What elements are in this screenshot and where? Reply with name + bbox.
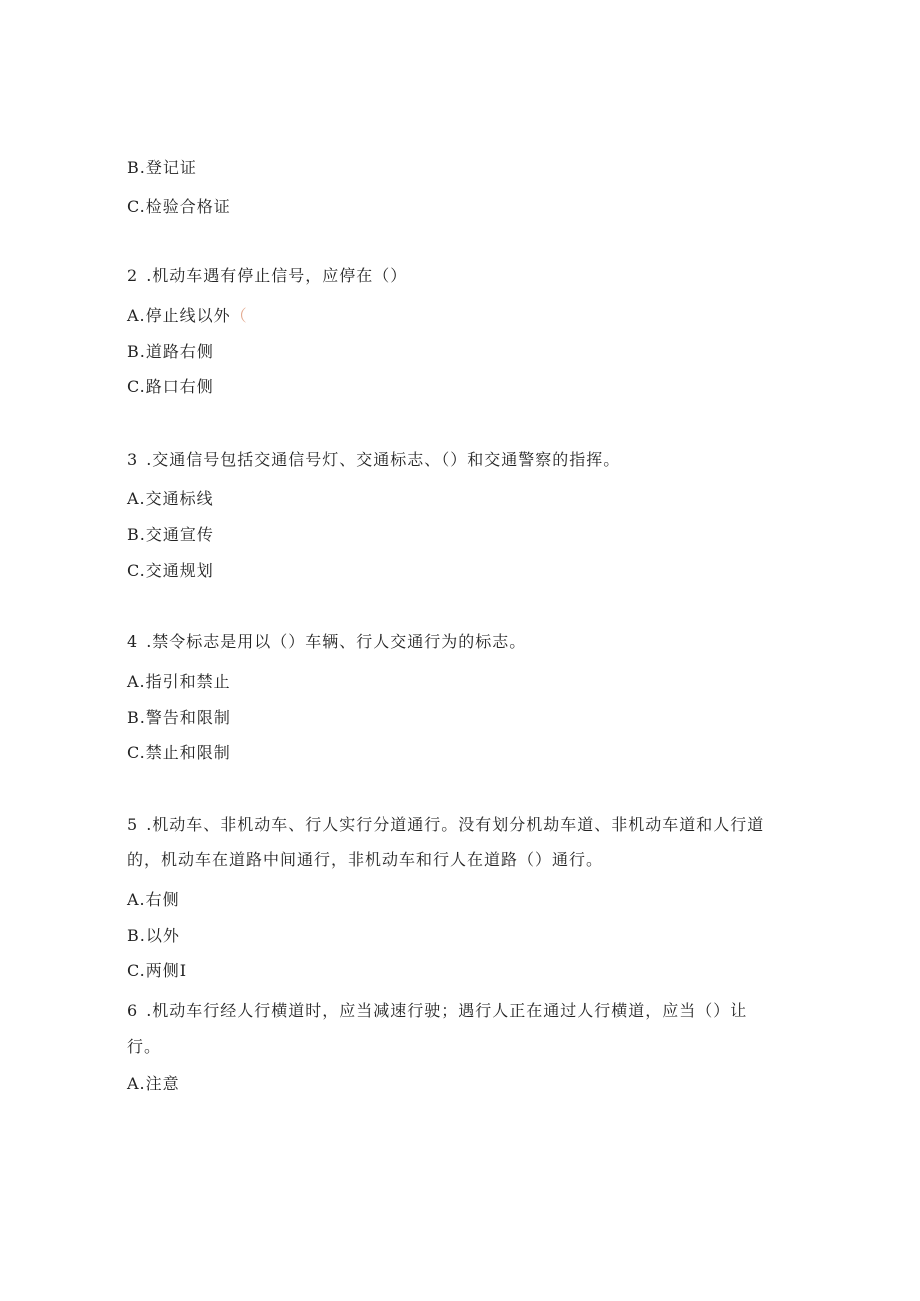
q6-question-line1 — [127, 1001, 747, 1021]
q2-option-c: C.路口右侧 — [127, 377, 214, 396]
q4-option-a: A.指引和禁止 — [127, 672, 231, 691]
q3-option-c: C.交通规划 — [127, 561, 214, 580]
q2-question — [127, 266, 407, 286]
q4-option-b: B.警告和限制 — [127, 708, 231, 727]
q6-stem-line2: 行。 — [127, 1037, 162, 1056]
q3-option-a: A.交通标线 — [127, 489, 214, 508]
q5-option-c: C.两侧Ⅰ — [127, 961, 188, 980]
q6-option-a: A.注意 — [127, 1074, 180, 1093]
q5-question-line1 — [127, 815, 764, 835]
q2-option-a-row — [127, 306, 248, 326]
q5-option-a: A.右侧 — [127, 890, 180, 909]
q4-stem: .禁令标志是用以（）车辆、行人交通行为的标志。 — [146, 632, 527, 651]
q1-option-b: B.登记证 — [127, 158, 197, 177]
q6-stem-line1: .机动车行经人行横道时，应当减速行驶；遇行人正在通过人行横道，应当（）让 — [146, 1001, 748, 1020]
q1-option-c: C.检验合格证 — [127, 197, 231, 216]
q3-number: 3 — [127, 450, 139, 469]
q2-number: 2 — [127, 266, 139, 285]
q5-number: 5 — [127, 815, 139, 834]
q2-option-a: A.停止线以外 — [127, 306, 231, 325]
q2-stem: .机动车遇有停止信号，应停在（） — [146, 266, 408, 285]
q5-stem-line2: 的，机动车在道路中间通行，非机动车和行人在道路（）通行。 — [127, 850, 604, 869]
q6-number: 6 — [127, 1001, 139, 1020]
q4-option-c: C.禁止和限制 — [127, 743, 231, 762]
q3-stem: .交通信号包括交通信号灯、交通标志、（）和交通警察的指挥。 — [146, 450, 621, 469]
q5-stem-line1: .机动车、非机动车、行人实行分道通行。没有划分机劫车道、非机动车道和人行道 — [146, 815, 765, 834]
q3-option-b: B.交通宣传 — [127, 525, 214, 544]
q5-option-b: B.以外 — [127, 926, 180, 945]
q3-question — [127, 450, 620, 470]
q2-option-b: B.道路右侧 — [127, 342, 214, 361]
q4-number: 4 — [127, 632, 139, 651]
q2-stray-mark: （ — [230, 306, 248, 325]
q4-question — [127, 632, 526, 652]
